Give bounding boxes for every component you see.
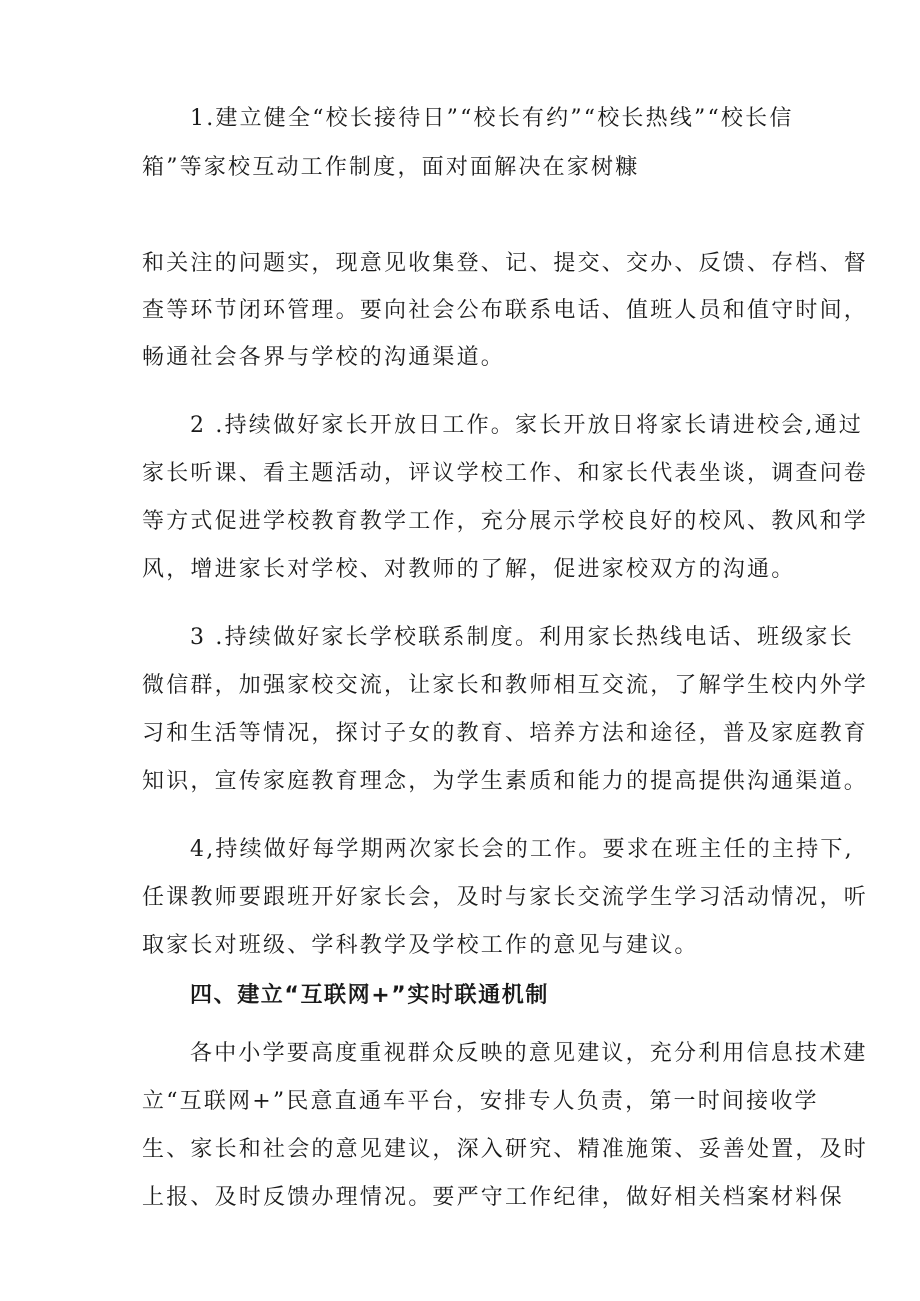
item2-line-1: 2 .持续做好家长开放日工作。家长开放日将家长请进校会,通过 — [190, 413, 863, 438]
item1-line-5: 畅通社会各界与学校的沟通渠道。 — [142, 345, 506, 370]
section4-line-4: 上报、及时反馈办理情况。要严守工作纪律，做好相关档案材料保 — [142, 1185, 844, 1210]
section4-line-1: 各中小学要高度重视群众反映的意见建议，充分利用信息技术建 — [190, 1041, 868, 1066]
item4-line-2: 任课教师要跟班开好家长会，及时与家长交流学生学习活动情况，听 — [142, 885, 869, 910]
section-4-heading: 四、建立“互联网+”实时联通机制 — [190, 983, 549, 1008]
item2-line-3: 等方式促进学校教育教学工作，充分展示学校良好的校风、教风和学 — [142, 509, 869, 534]
item1-line-2: 箱”等家校互动工作制度，面对面解决在家树糠 — [142, 155, 640, 180]
item1-line-3: 和关注的问题实，现意见收集登、记、提交、交办、反馈、存档、督 — [142, 251, 869, 276]
item3-line-1: 3 .持续做好家长学校联系制度。利用家长热线电话、班级家长 — [190, 625, 854, 650]
item2-line-2: 家长听课、看主题活动，评议学校工作、和家长代表坐谈，调查问卷 — [142, 461, 869, 486]
section4-line-3: 生、家长和社会的意见建议，深入研究、精准施策、妥善处置，及时 — [142, 1137, 869, 1162]
item3-line-3: 习和生活等情况，探讨子女的教育、培养方法和途径，普及家庭教育 — [142, 721, 869, 746]
item4-line-3: 取家长对班级、学科教学及学校工作的意见与建议。 — [142, 933, 699, 958]
item1-line-4: 查等环节闭环管理。要向社会公布联系电话、值班人员和值守时间， — [142, 298, 869, 323]
section4-line-2: 立“互联网+”民意直通车平台，安排专人负责，第一时间接收学 — [142, 1089, 819, 1114]
item3-line-4: 知识，宣传家庭教育理念，为学生素质和能力的提高提供沟通渠道。 — [142, 769, 869, 794]
item4-line-1: 4,持续做好每学期两次家长会的工作。要求在班主任的主持下, — [190, 837, 854, 862]
item2-line-4: 风，增进家长对学校、对教师的了解，促进家校双方的沟通。 — [142, 557, 796, 582]
item3-line-2: 微信群，加强家校交流，让家长和教师相互交流，了解学生校内外学 — [142, 673, 869, 698]
item1-line-1: 1.建立健全“校长接待日”“校长有约”“校长热线”“校长信 — [190, 106, 794, 131]
